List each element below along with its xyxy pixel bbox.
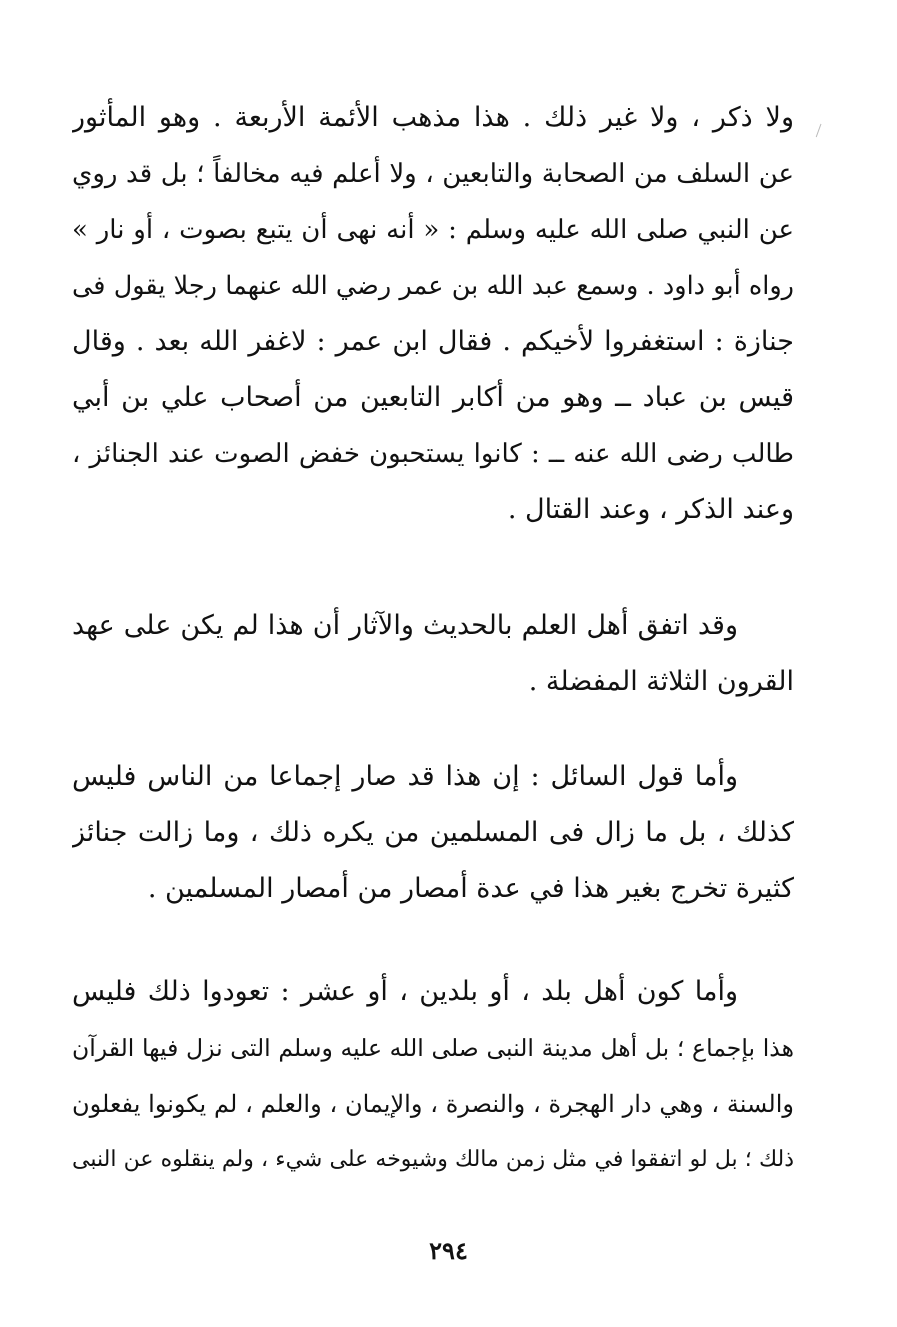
text-line: وأما قول السائل : إن هذا قد صار إجماعا من الناس فليس — [72, 761, 738, 792]
text-line: طالب رضى الله عنه ــ : كانوا يستحبون خفض الصوت عند الجنائز ، — [72, 439, 794, 469]
text-line: القرون الثلاثة المفضلة . — [528, 666, 794, 697]
text-line: ذلك ؛ بل لو اتفقوا في مثل زمن مالك وشيوخه على شيء ، ولم ينقلوه عن النبى — [72, 1147, 794, 1172]
text-line: والسنة ، وهي دار الهجرة ، والنصرة ، والإيمان ، والعلم ، لم يكونوا يفعلون — [72, 1090, 794, 1118]
paragraph-2 — [72, 598, 794, 710]
text-line: عن النبي صلى الله عليه وسلم : « أنه نهى أن يتبع بصوت ، أو نار » — [72, 215, 794, 245]
text-line: رواه أبو داود . وسمع عبد الله بن عمر رضي الله عنهما رجلا يقول فى — [72, 271, 794, 301]
text-line: ولا ذكر ، ولا غير ذلك . هذا مذهب الأئمة الأربعة . وهو المأثور — [72, 102, 794, 133]
paragraph-4 — [72, 964, 794, 1188]
scan-margin-mark — [816, 124, 825, 139]
text-line: عن السلف من الصحابة والتابعين ، ولا أعلم فيه مخالفاً ؛ بل قد روي — [72, 159, 794, 189]
paragraph-3 — [72, 749, 794, 917]
page-number: ٢٩٤ — [429, 1236, 468, 1265]
text-line: كثيرة تخرج بغير هذا في عدة أمصار من أمصار المسلمين . — [147, 873, 794, 904]
text-line: قيس بن عباد ــ وهو من أكابر التابعين من أصحاب علي بن أبي — [72, 382, 794, 413]
text-line: وعند الذكر ، وعند القتال . — [507, 494, 794, 525]
text-line: جنازة : استغفروا لأخيكم . فقال ابن عمر : لاغفر الله بعد . وقال — [72, 326, 794, 357]
text-line: هذا بإجماع ؛ بل أهل مدينة النبى صلى الله عليه وسلم التى نزل فيها القرآن — [72, 1034, 794, 1062]
text-line: وأما كون أهل بلد ، أو بلدين ، أو عشر : تعودوا ذلك فليس — [72, 976, 738, 1007]
text-line: كذلك ، بل ما زال فى المسلمين من يكره ذلك ، وما زالت جنائز — [72, 817, 794, 848]
text-line: وقد اتفق أهل العلم بالحديث والآثار أن هذا لم يكن على عهد — [72, 610, 738, 641]
paragraph-1 — [72, 90, 794, 538]
